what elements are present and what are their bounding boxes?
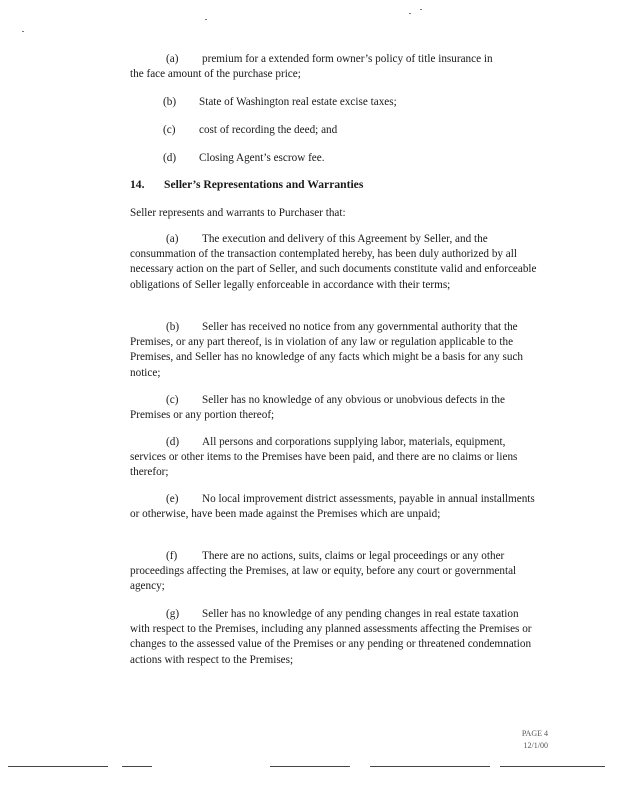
rep-text: The execution and delivery of this Agreement by Seller, and the consummation of the transaction contemplated hereby, has been duly authorized by all necessary action on the part of Seller, and such documents constitute valid and enforceable obligations of Seller legally enforceable in accordance with their terms; [130, 233, 537, 291]
scan-speck [22, 31, 24, 32]
item-text: Closing Agent’s escrow fee. [199, 152, 325, 164]
representation-c [130, 393, 540, 423]
scan-line [500, 766, 605, 767]
rep-label: (d) [166, 436, 180, 448]
item-label: (d) [163, 152, 177, 164]
representation-d [130, 435, 540, 481]
item-label: (c) [163, 124, 176, 136]
closing-cost-item-a [130, 52, 540, 82]
rep-text: Seller has no knowledge of any obvious or unobvious defects in the Premises or any portion thereof; [130, 394, 505, 422]
scan-line [8, 766, 108, 767]
representation-a [130, 232, 540, 293]
scan-speck [409, 13, 411, 14]
rep-label: (b) [166, 321, 180, 333]
representation-g [130, 607, 540, 668]
item-text-continued: the face amount of the purchase price; [130, 68, 301, 81]
rep-text: No local improvement district assessments, payable in annual installments or otherwise, have been made against the Premises which are unpaid; [130, 493, 535, 521]
scan-line [270, 766, 350, 767]
rep-label: (g) [166, 608, 180, 620]
rep-text: All persons and corporations supplying labor, materials, equipment, services or other items to the Premises have been paid, and there are no claims or liens therefor; [130, 436, 518, 479]
closing-cost-item-d [163, 151, 325, 166]
item-text: cost of recording the deed; and [199, 124, 338, 136]
rep-text: Seller has no knowledge of any pending changes in real estate taxation with respect to the Premises, including any planned assessments affecting the Premises or changes to the assessed value of the Premises or any pending or threatened condemnation actions with respect to the Premises; [130, 608, 532, 666]
item-text: premium for a extended form owner’s policy of title insurance in [202, 53, 493, 65]
scan-line [370, 766, 490, 767]
rep-text: There are no actions, suits, claims or legal proceedings or any other proceedings affecting the Premises, at law or equity, before any court or governmental agency; [130, 550, 517, 593]
rep-label: (c) [166, 394, 179, 406]
rep-text: Seller has received no notice from any governmental authority that the Premises, or any part thereof, is in violation of any law or regulation applicable to the Premises, and Seller has no knowledge of any facts which might be a basis for any such notice; [130, 321, 524, 379]
representation-e [130, 492, 540, 522]
section-heading [130, 178, 363, 191]
item-text: State of Washington real estate excise taxes; [199, 96, 397, 108]
rep-label: (e) [166, 493, 179, 505]
intro-paragraph: Seller represents and warrants to Purchaser that: [130, 207, 346, 219]
scan-line [122, 766, 152, 767]
rep-label: (f) [166, 550, 178, 562]
closing-cost-item-b [163, 95, 397, 110]
rep-label: (a) [166, 233, 179, 245]
scan-speck [420, 9, 422, 10]
representation-b [130, 320, 540, 381]
section-title: Seller’s Representations and Warranties [164, 178, 364, 191]
representation-f [130, 549, 540, 595]
section-number: 14. [130, 178, 145, 191]
item-label: (b) [163, 96, 177, 108]
closing-cost-item-c [163, 123, 337, 138]
page-date: 12/1/00 [523, 741, 548, 750]
scan-speck [205, 19, 207, 20]
page-number: PAGE 4 [521, 729, 548, 738]
item-label: (a) [166, 53, 179, 65]
